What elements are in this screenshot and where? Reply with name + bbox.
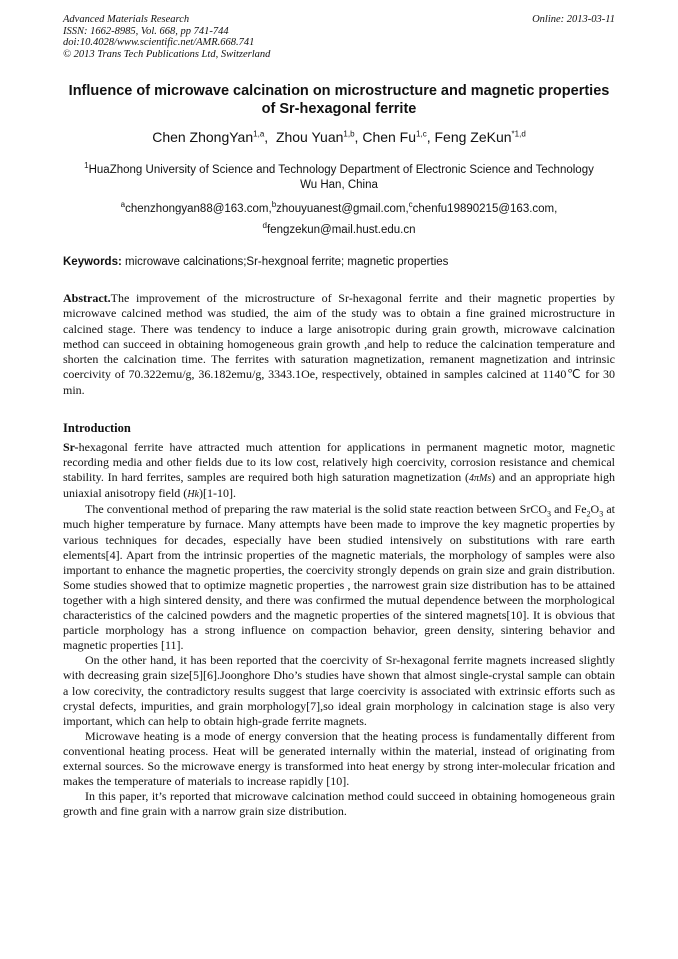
paragraph-text: ) and an appropriate high uniaxial anisotropy field (: [63, 470, 615, 501]
abstract-text: The improvement of the microstructure of Sr-hexagonal ferrite and their magnetic properties by microwave calcined method was studied, the aim of the study was to obtain a fine grained microstructure in calcined stage. There was tendency to induce a large anisotropic during grain growth, microwave calcination method can succeed in obtaining homogeneous grain growth ,and help to reduce the calcination temperature and shorten the calcination time. The ferrites with saturation magnetization, remanent magnetization and intrinsic coercivity of 70.322emu/g, 36.182emu/g, 3343.1Oe, respectively, obtained in samples calcined at 1140℃ for 30 min.: [63, 291, 615, 397]
paragraph: In this paper, it’s reported that microwave calcination method could succeed in obtaining homogeneous grain growth and fine grain with a narrow grain size distribution.: [63, 789, 615, 819]
paragraph-text: The conventional method of preparing the raw material is the solid state reaction between SrCO: [85, 502, 547, 517]
subscript: 3: [599, 509, 604, 519]
paragraph-text: O: [590, 502, 600, 517]
subscript: 2: [586, 509, 591, 519]
paragraph: [63, 440, 615, 502]
doi-line: doi:10.4028/www.scientific.net/AMR.668.741: [63, 37, 255, 48]
paragraph: Microwave heating is a mode of energy conversion that the heating process is fundamentally different from conventional heating process. Heat will be generated internally within the material, instead of originating from external sources. So the microwave energy is transformed into heat energy by strong inter-molecular frication and makes the temperature of materials to increase rapidly [10].: [63, 728, 615, 789]
paragraph-text: hexagonal ferrite have attracted much attention for applications in permanent magnetic motor, magnetic recording media and other fields due to its low cost, relatively high coercivity, corrosion resistance and chemical stability. In hard ferrites, samples are required both high saturation magnetization (: [63, 440, 615, 485]
math-4piMs: 4πMs: [469, 473, 492, 485]
author-sep: ,: [354, 129, 363, 145]
author-name: Chen Fu: [362, 129, 417, 145]
email-link[interactable]: chenfu19890215@163.com,: [412, 203, 558, 215]
author-sup: *1,d: [511, 129, 526, 139]
keywords: [63, 255, 615, 270]
issn-line: ISSN: 1662-8985, Vol. 668, pp 741-744: [63, 25, 229, 37]
author-name: Chen ZhongYan: [152, 129, 254, 145]
introduction-body: [63, 440, 615, 819]
abstract-label: Abstract.: [63, 291, 111, 305]
author-sup: 1,b: [343, 129, 355, 139]
email-link[interactable]: fengzekun@mail.hust.edu.cn: [266, 224, 416, 236]
paragraph: [63, 502, 615, 653]
email-link[interactable]: chenzhongyan88@163.com,: [125, 203, 272, 215]
journal-name: Advanced Materials Research: [63, 14, 190, 25]
author-sup: 1,a: [253, 129, 265, 139]
math-Hk: Hk: [187, 489, 199, 501]
online-date: Online: 2013-03-11: [532, 14, 615, 25]
affiliation-text: HuaZhong University of Science and Technology Department of Electronic Science and Technology Wu Han, China: [88, 164, 594, 191]
lead-word: Sr-: [63, 440, 79, 454]
keywords-label: Keywords:: [63, 256, 122, 268]
email-sup: d: [262, 221, 267, 231]
author-sep: ,: [264, 129, 276, 145]
email-sup: c: [408, 200, 413, 210]
keywords-text: microwave calcinations;Sr-hexgnoal ferrite; magnetic properties: [121, 256, 449, 268]
paragraph-text: )[1-10].: [198, 486, 236, 501]
paragraph-text: at much higher temperature by furnace. Many attempts have been made to improve the key magnetic properties by various techniques for decades, especially have been studied intensively on substitutions with rare earth elements[4]. Apart from the intrinsic properties of the magnetic materials, the morphology of samples were also important to enhance the magnetic properties, the coercivity strongly depends on grain size and grain distribution. Some studies showed that to optimize magnetic properties , the narrowest grain size distribution has to be attained together with a high sintered density, and there was confirmed the mutual dependence between the morphological characteristics of the calcined powders and the magnetic properties of the sintered magnets[10]. It is obvious that particle morphology has a strong influence on compaction behavior, green density, sintering behavior and magnetic properties [11].: [63, 502, 615, 653]
paper-title: Influence of microwave calcination on microstructure and magnetic properties of Sr-hexagonal ferrite: [68, 83, 610, 117]
author-name: Feng ZeKun: [434, 129, 512, 145]
affiliation-sup: 1: [84, 161, 89, 171]
email-list: [63, 199, 615, 241]
copyright-line: © 2013 Trans Tech Publications Ltd, Switzerland: [63, 48, 271, 60]
abstract: [63, 291, 615, 398]
author-list: [63, 128, 615, 146]
paragraph-text: and Fe: [551, 502, 587, 517]
journal-header: [63, 14, 615, 60]
paragraph: On the other hand, it has been reported that the coercivity of Sr-hexagonal ferrite magnets increased slightly with decreasing grain size[5][6].Joonghore Dho’s studies have shown that almost single-crystal sample can obtain a low corecivity, the contradictory results suggest that large coercivity is associated with extrinsic efforts such as crystal defects, impurities, and grain morphology[7],so ideal grain morphology in calcination stage is also very important, which can help to obtain high-grade ferrite magnets.: [63, 653, 615, 728]
email-link[interactable]: zhouyuanest@gmail.com,: [276, 203, 409, 215]
author-name: Zhou Yuan: [275, 129, 344, 145]
author-sup: 1,c: [416, 129, 427, 139]
affiliation: [75, 163, 603, 193]
section-heading-introduction: Introduction: [63, 421, 131, 435]
subscript: 3: [547, 509, 551, 519]
email-sup: b: [271, 200, 277, 210]
email-sup: a: [120, 200, 126, 210]
author-sep: ,: [426, 129, 435, 145]
